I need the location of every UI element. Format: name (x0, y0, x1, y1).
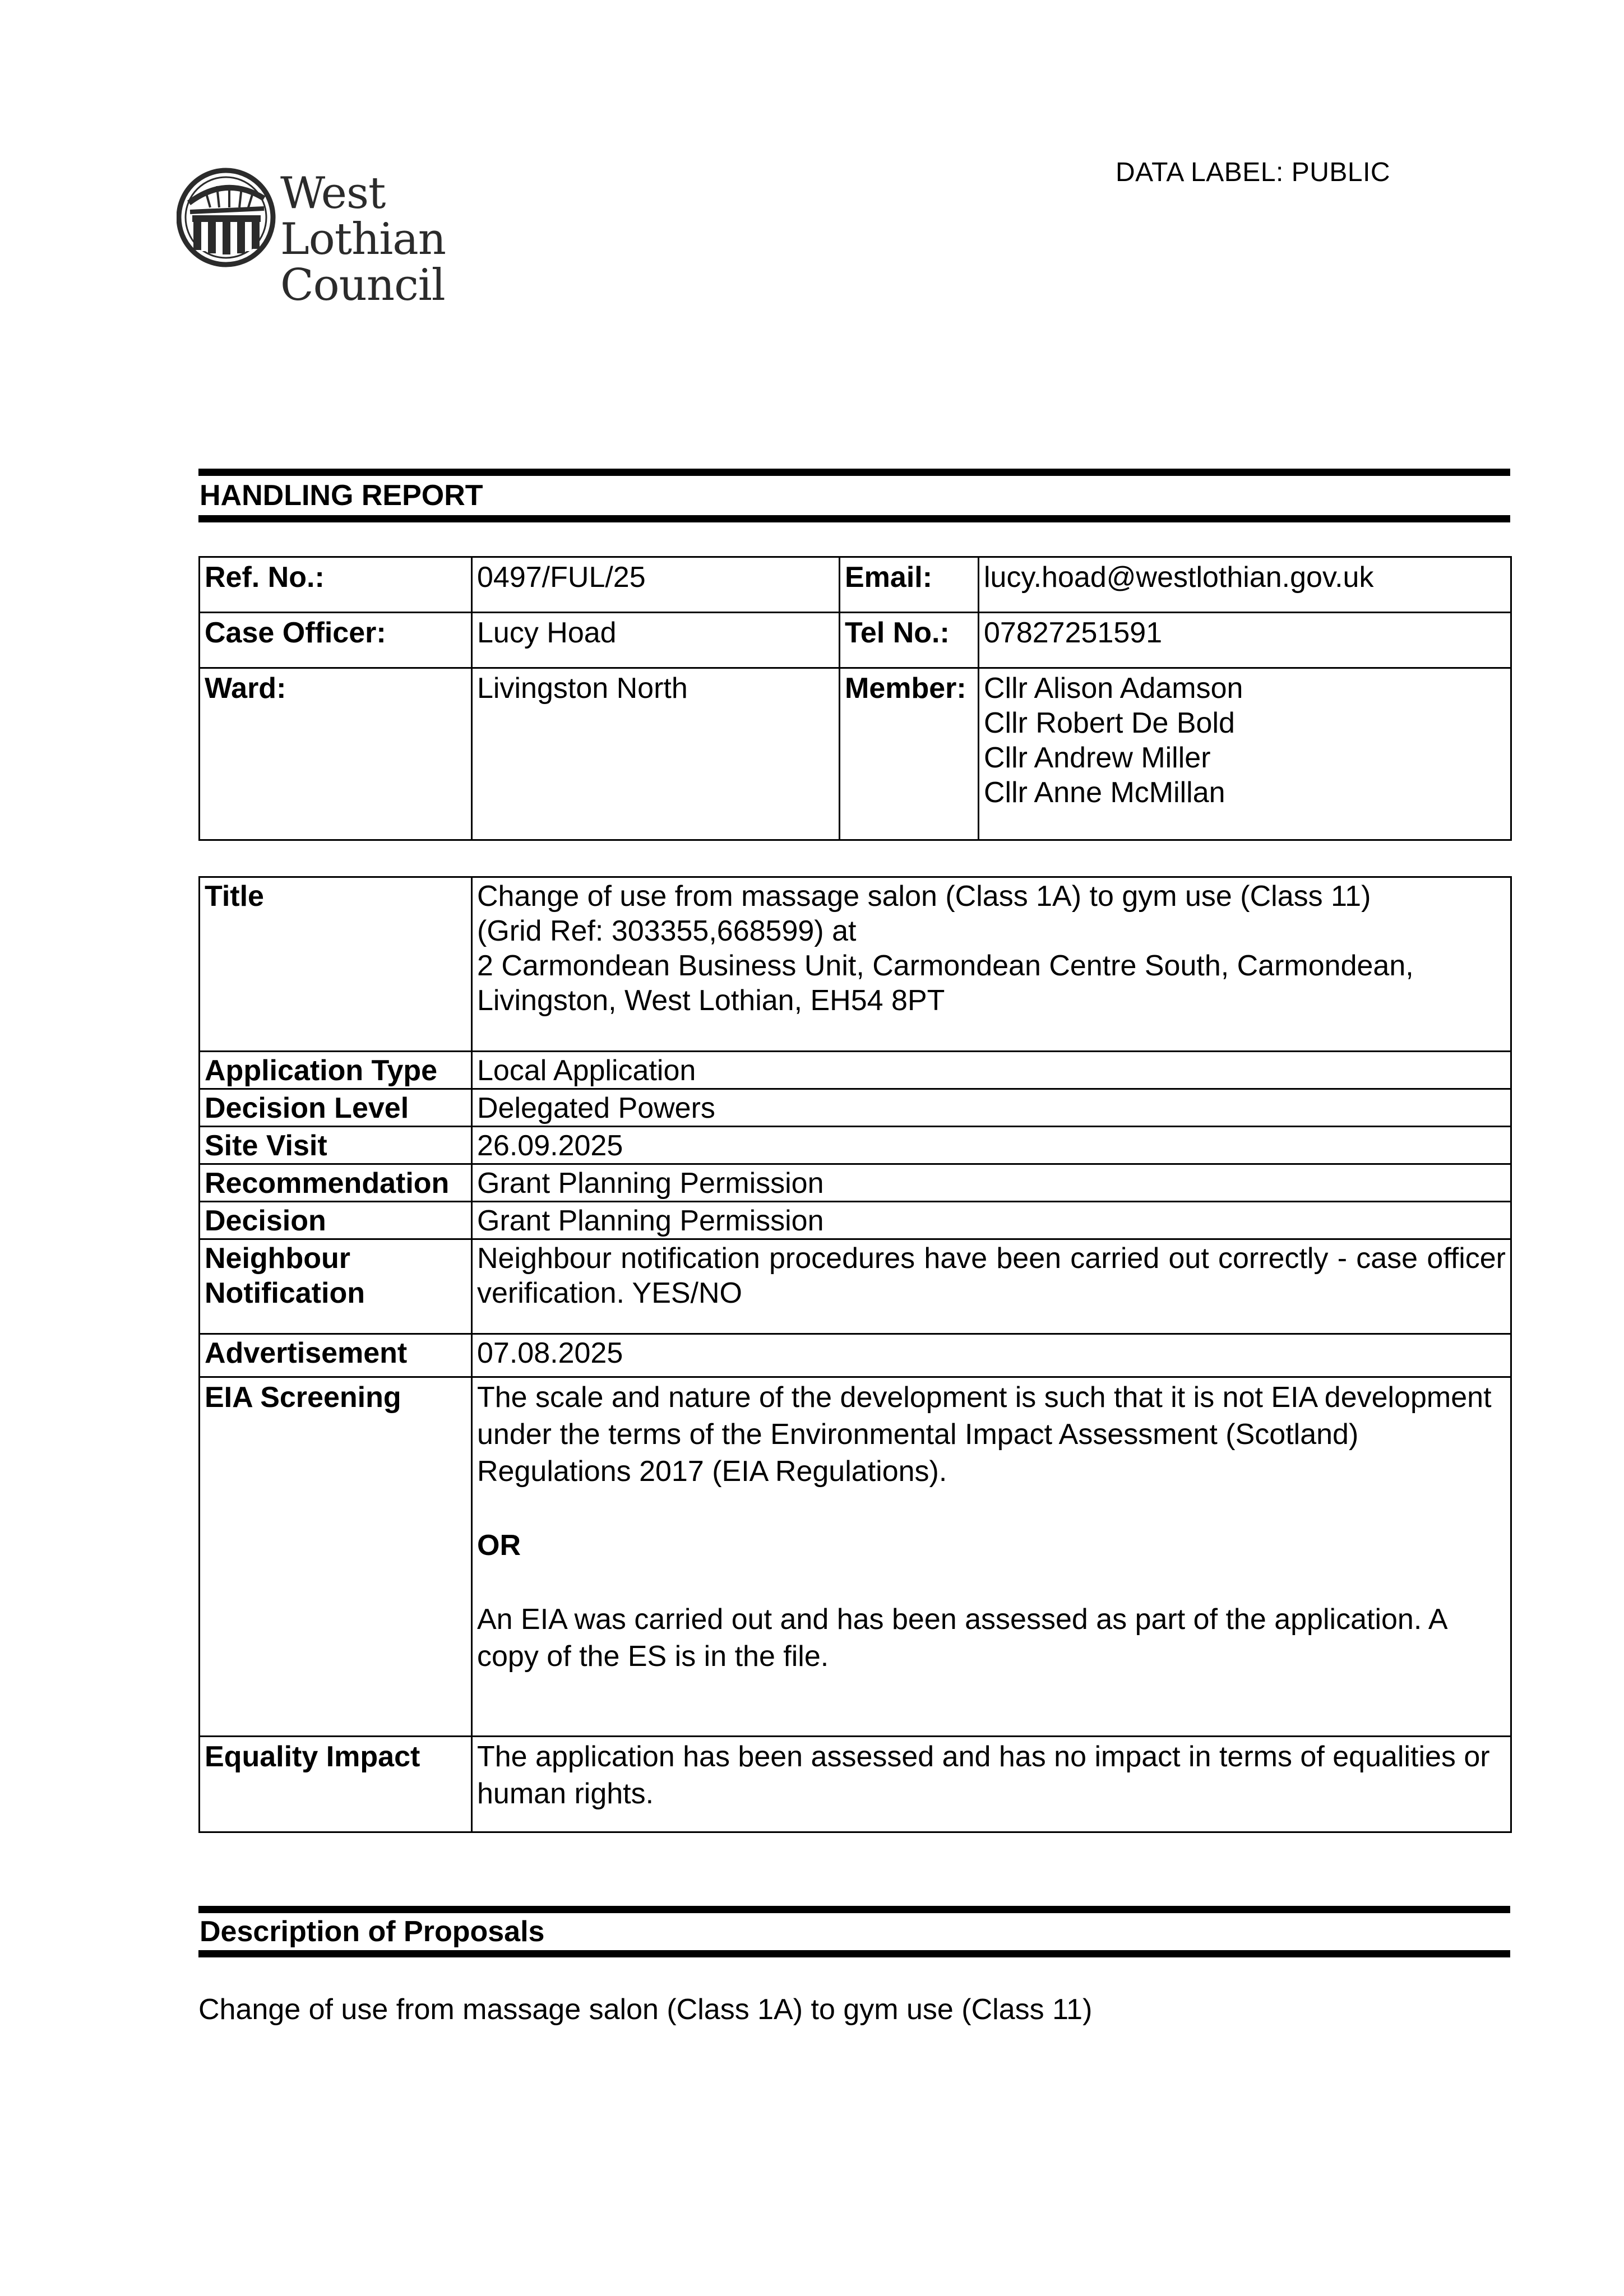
tel-label: Tel No.: (840, 613, 979, 668)
equality-impact-label: Equality Impact (200, 1737, 472, 1832)
description-heading: Description of Proposals (198, 1906, 1510, 1957)
table-row (200, 668, 1511, 840)
tel-value: 07827251591 (979, 613, 1511, 668)
table-row (200, 1737, 1511, 1832)
table-row (200, 1052, 1511, 1089)
title-line: Livingston, West Lothian, EH54 8PT (477, 984, 945, 1017)
recommendation-value: Grant Planning Permission (472, 1164, 1511, 1202)
title-line: Change of use from massage salon (Class 1A) to gym use (Class 11) (477, 880, 1371, 913)
equality-impact-value: The application has been assessed and has no impact in terms of equalities or human rights. (472, 1737, 1511, 1832)
eia-paragraph-2: An EIA was carried out and has been assessed as part of the application. A copy of the ES is in the file. (477, 1603, 1446, 1673)
table-row (200, 877, 1511, 1052)
ward-value: Livingston North (472, 668, 840, 840)
viaduct-emblem-icon (177, 164, 277, 270)
table-row (200, 613, 1511, 668)
ref-value: 0497/FUL/25 (472, 557, 840, 613)
data-label: DATA LABEL: PUBLIC (1116, 158, 1391, 187)
description-text: Change of use from massage salon (Class 1A) to gym use (Class 11) (198, 1993, 1093, 2026)
advertisement-label: Advertisement (200, 1334, 472, 1377)
site-visit-value: 26.09.2025 (472, 1127, 1511, 1164)
decision-value: Grant Planning Permission (472, 1202, 1511, 1239)
neighbour-label-line: Notification (205, 1277, 365, 1309)
decision-level-value: Delegated Powers (472, 1089, 1511, 1127)
neighbour-label-line: Neighbour (205, 1242, 350, 1275)
table-row (200, 1127, 1511, 1164)
member-item: Cllr Robert De Bold (984, 707, 1235, 739)
application-type-value: Local Application (472, 1052, 1511, 1089)
table-row (200, 1239, 1511, 1334)
email-value[interactable]: lucy.hoad@westlothian.gov.uk (979, 557, 1511, 613)
eia-paragraph-1: The scale and nature of the development is such that it is not EIA development under the terms of the Environmental Impact Assessment (Scotland) Regulations 2017 (EIA Regulations). (477, 1381, 1492, 1488)
decision-level-label: Decision Level (200, 1089, 472, 1127)
advertisement-value: 07.08.2025 (472, 1334, 1511, 1377)
table-row (200, 1377, 1511, 1737)
logo-line-1: West Lothian (280, 168, 446, 265)
member-item: Cllr Alison Adamson (984, 672, 1243, 705)
email-label: Email: (840, 557, 979, 613)
table-row (200, 557, 1511, 613)
title-line: 2 Carmondean Business Unit, Carmondean Centre South, Carmondean, (477, 950, 1414, 982)
title-line: (Grid Ref: 303355,668599) at (477, 915, 857, 947)
table-row (200, 1202, 1511, 1239)
member-list (979, 668, 1511, 840)
member-item: Cllr Anne McMillan (984, 776, 1225, 809)
details-table (198, 876, 1512, 1833)
recommendation-label: Recommendation (200, 1164, 472, 1202)
logo-line-2: Council (280, 260, 445, 311)
neighbour-notification-label (200, 1239, 472, 1334)
case-officer-value: Lucy Hoad (472, 613, 840, 668)
table-row (200, 1164, 1511, 1202)
neighbour-notification-value: Neighbour notification procedures have been carried out correctly - case officer verification. YES/NO (472, 1239, 1511, 1334)
report-title: HANDLING REPORT (198, 469, 1510, 522)
logo-wordmark (280, 168, 558, 311)
table-row (200, 1334, 1511, 1377)
site-visit-label: Site Visit (200, 1127, 472, 1164)
ref-label: Ref. No.: (200, 557, 472, 613)
eia-screening-value (472, 1377, 1511, 1737)
application-type-label: Application Type (200, 1052, 472, 1089)
member-label: Member: (840, 668, 979, 840)
eia-or: OR (477, 1529, 521, 1562)
decision-label: Decision (200, 1202, 472, 1239)
title-value (472, 877, 1511, 1052)
table-row (200, 1089, 1511, 1127)
member-item: Cllr Andrew Miller (984, 742, 1211, 774)
council-logo (177, 164, 558, 311)
ward-label: Ward: (200, 668, 472, 840)
eia-screening-label: EIA Screening (200, 1377, 472, 1737)
contact-table (198, 556, 1512, 841)
title-label: Title (200, 877, 472, 1052)
case-officer-label: Case Officer: (200, 613, 472, 668)
